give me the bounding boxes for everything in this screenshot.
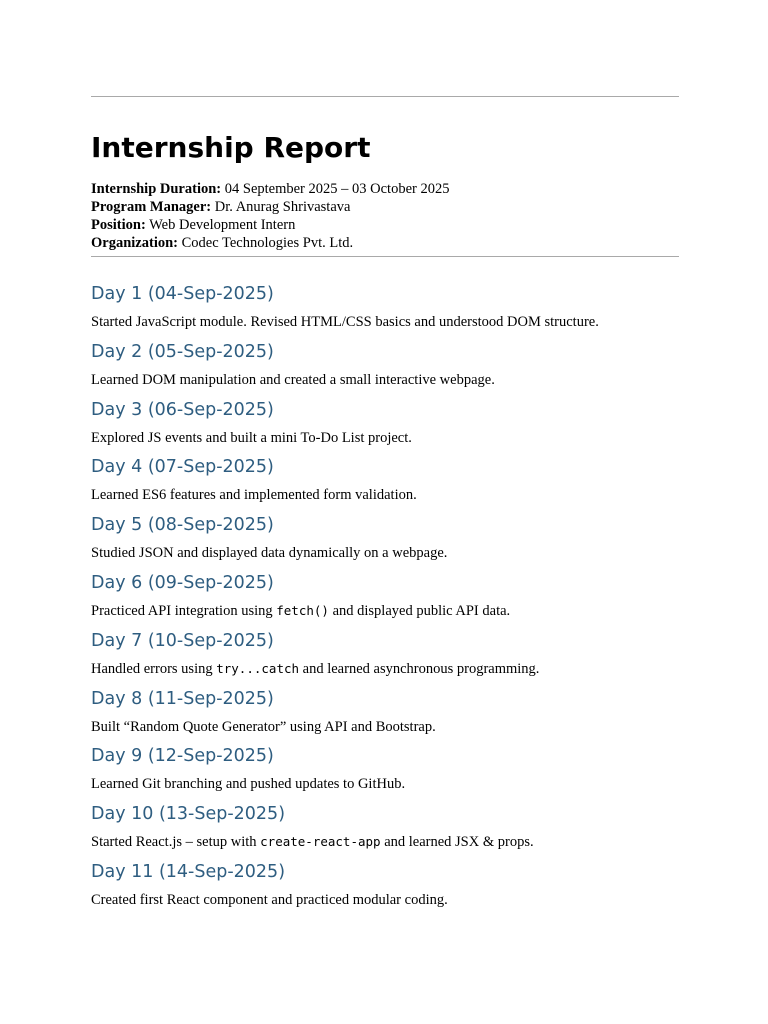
top-divider [91,96,679,97]
day-code: try...catch [216,660,300,676]
day-description [91,602,679,620]
day-heading: Day 6 (09-Sep-2025) [91,572,274,593]
meta-value: Codec Technologies Pvt. Ltd. [178,235,354,251]
day-heading: Day 4 (07-Sep-2025) [91,457,274,478]
day-text: Learned ES6 features and implemented form validation. [91,487,417,504]
day-entry-3 [91,399,679,457]
meta-value: 04 September 2025 – 03 October 2025 [221,181,450,197]
day-heading: Day 11 (14-Sep-2025) [91,861,286,882]
day-description [91,891,679,909]
meta-value: Dr. Anurag Shrivastava [211,199,351,215]
page-title: Internship Report [91,131,371,164]
meta-organization [91,234,679,252]
day-entry-2 [91,341,679,399]
day-description [91,718,679,736]
meta-key: Internship Duration: [91,181,222,197]
day-entry-7 [91,630,679,688]
day-code: fetch() [276,602,329,618]
day-heading: Day 2 (05-Sep-2025) [91,341,274,362]
meta-key: Program Manager: [91,199,212,215]
report-meta [91,180,679,252]
day-text-after: and displayed public API data. [328,602,511,619]
day-description [91,544,679,562]
day-text: Built “Random Quote Generator” using API and Bootstrap. [91,718,436,735]
day-entry-11 [91,861,679,919]
meta-key: Position: [91,217,146,233]
day-heading: Day 10 (13-Sep-2025) [91,804,286,825]
day-text-after: and learned asynchronous programming. [299,660,540,677]
meta-program-manager [91,198,679,216]
day-description [91,429,679,447]
day-text: Explored JS events and built a mini To-Do List project. [91,429,412,446]
day-text: Learned DOM manipulation and created a small interactive webpage. [91,371,495,388]
day-text: Learned Git branching and pushed updates to GitHub. [91,776,406,793]
day-heading: Day 9 (12-Sep-2025) [91,746,274,767]
meta-key: Organization: [91,235,178,251]
day-text: Practiced API integration using [91,602,277,619]
meta-value: Web Development Intern [145,217,296,233]
day-heading: Day 3 (06-Sep-2025) [91,399,274,420]
day-text: Created first React component and practiced modular coding. [91,891,448,908]
day-text-after: and learned JSX & props. [380,834,534,851]
day-text: Studied JSON and displayed data dynamically on a webpage. [91,545,448,562]
day-description [91,660,679,678]
day-description [91,313,679,331]
day-description [91,486,679,504]
day-heading: Day 1 (04-Sep-2025) [91,284,274,304]
day-description [91,775,679,793]
report-page [91,96,679,919]
day-heading: Day 7 (10-Sep-2025) [91,630,274,651]
day-code: create-react-app [260,834,381,850]
day-entry-4 [91,456,679,514]
day-description [91,371,679,389]
day-description [91,833,679,851]
day-entry-10 [91,803,679,861]
meta-duration [91,180,679,198]
day-text: Handled errors using [91,660,217,677]
day-log [91,283,679,919]
day-entry-6 [91,572,679,630]
day-text: Started JavaScript module. Revised HTML/CSS basics and understood DOM structure. [91,314,599,330]
day-heading: Day 8 (11-Sep-2025) [91,688,274,709]
day-entry-9 [91,745,679,803]
meta-position [91,216,679,234]
day-text: Started React.js – setup with [91,834,261,851]
day-entry-5 [91,514,679,572]
day-heading: Day 5 (08-Sep-2025) [91,515,274,536]
meta-divider [91,256,679,257]
day-entry-8 [91,688,679,746]
day-entry-1 [91,283,679,341]
